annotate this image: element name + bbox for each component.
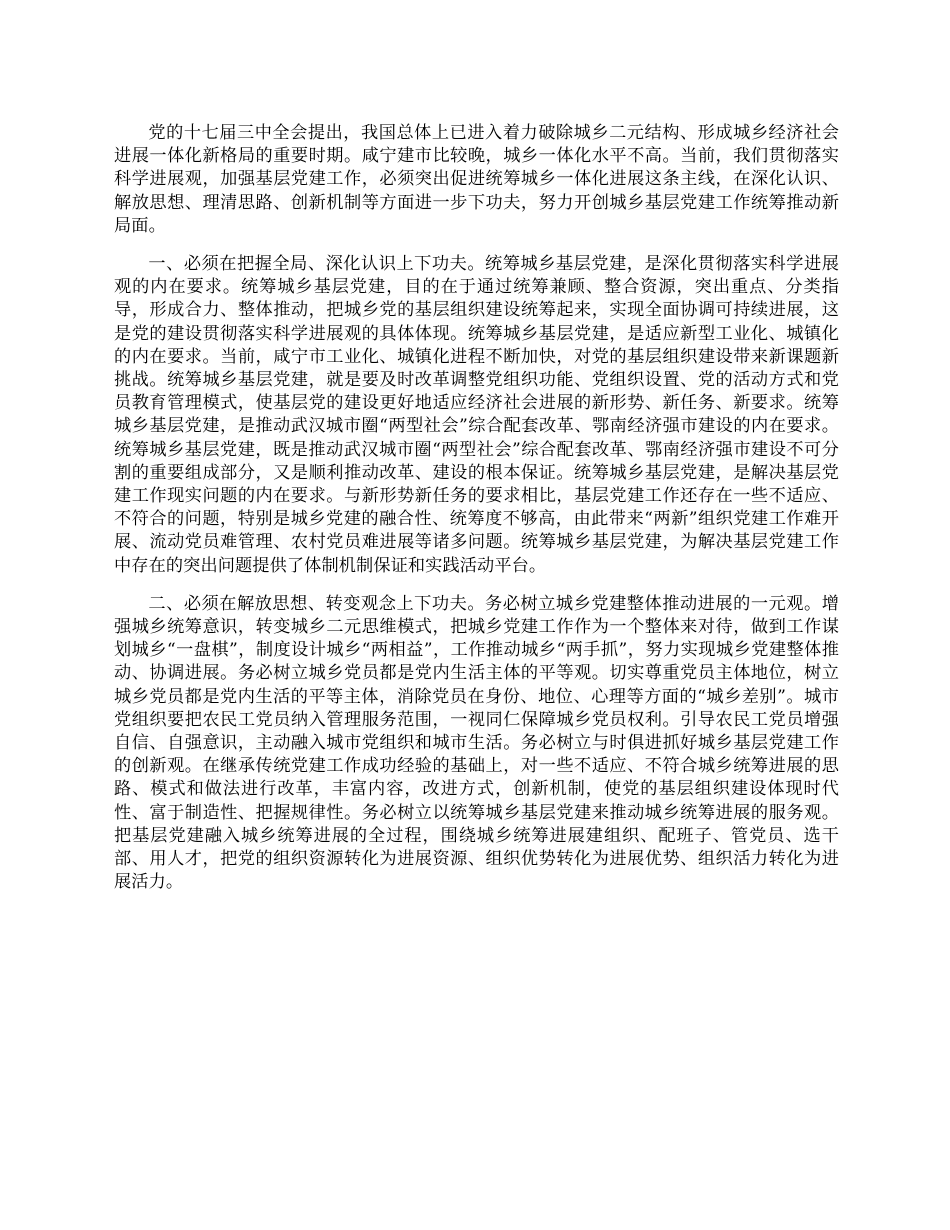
document-body [114,122,839,910]
paragraph-section-two: 二、必须在解放思想、转变观念上下功夫。务必树立城乡党建整体推动进展的一元观。增强城乡统筹意识，转变城乡二元思维模式，把城乡党建工作作为一个整体来对待，做到工作谋划城乡“一盘棋”，制度设计城乡“两相益”，工作推动城乡“两手抓”，努力实现城乡党建整体推动、协调进展。务必树立城乡党员都是党内生活主体的平等观。切实尊重党员主体地位，树立城乡党员都是党内生活的平等主体，消除党员在身份、地位、心理等方面的“城乡差别”。城市党组织要把农民工党员纳入管理服务范围，一视同仁保障城乡党员权利。引导农民工党员增强自信、自强意识，主动融入城市党组织和城市生活。务必树立与时俱进抓好城乡基层党建工作的创新观。在继承传统党建工作成功经验的基础上，对一些不适应、不符合城乡统筹进展的思路、模式和做法进行改革，丰富内容，改进方式，创新机制，使党的基层组织建设体现时代性、富于制造性、把握规律性。务必树立以统筹城乡基层党建来推动城乡统筹进展的服务观。把基层党建融入城乡统筹进展的全过程，围绕城乡统筹进展建组织、配班子、管党员、选干部、用人才，把党的组织资源转化为进展资源、组织优势转化为进展优势、组织活力转化为进展活力。 [114,593,839,893]
paragraph-section-one: 一、必须在把握全局、深化认识上下功夫。统筹城乡基层党建，是深化贯彻落实科学进展观的内在要求。统筹城乡基层党建，目的在于通过统筹兼顾、整合资源，突出重点、分类指导，形成合力、整体推动，把城乡党的基层组织建设统筹起来，实现全面协调可持续进展，这是党的建设贯彻落实科学进展观的具体体现。统筹城乡基层党建，是适应新型工业化、城镇化的内在要求。当前，咸宁市工业化、城镇化进程不断加快，对党的基层组织建设带来新课题新挑战。统筹城乡基层党建，就是要及时改革调整党组织功能、党组织设置、党的活动方式和党员教育管理模式，使基层党的建设更好地适应经济社会进展的新形势、新任务、新要求。统筹城乡基层党建，是推动武汉城市圈“两型社会”综合配套改革、鄂南经济强市建设的内在要求。统筹城乡基层党建，既是推动武汉城市圈“两型社会”综合配套改革、鄂南经济强市建设不可分割的重要组成部分，又是顺利推动改革、建设的根本保证。统筹城乡基层党建，是解决基层党建工作现实问题的内在要求。与新形势新任务的要求相比，基层党建工作还存在一些不适应、不符合的问题，特别是城乡党建的融合性、统筹度不够高，由此带来“两新”组织党建工作难开展、流动党员难管理、农村党员难进展等诸多问题。统筹城乡基层党建，为解决基层党建工作中存在的突出问题提供了体制机制保证和实践活动平台。 [114,254,839,576]
paragraph-intro: 党的十七届三中全会提出，我国总体上已进入着力破除城乡二元结构、形成城乡经济社会进展一体化新格局的重要时期。咸宁建市比较晚，城乡一体化水平不高。当前，我们贯彻落实科学进展观，加强基层党建工作，必须突出促进统筹城乡一体化进展这条主线，在深化认识、解放思想、理清思路、创新机制等方面进一步下功夫，努力开创城乡基层党建工作统筹推动新局面。 [114,123,839,236]
